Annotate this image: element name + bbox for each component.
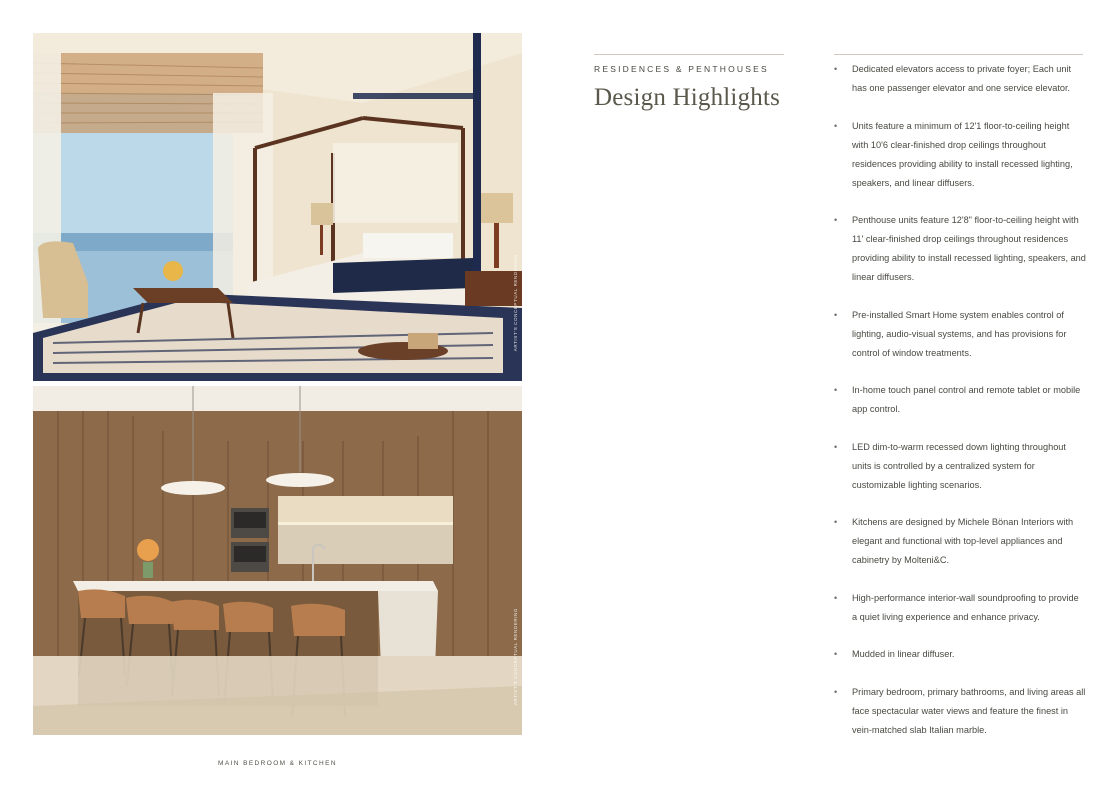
kitchen-rendering-credit: ARTIST'S CONCEPTUAL RENDERING — [513, 607, 518, 705]
highlight-text: Dedicated elevators access to private foyer; Each unit has one passenger elevator and one service elevator. — [852, 64, 1072, 93]
kitchen-illustration — [33, 386, 522, 735]
highlight-text: Units feature a minimum of 12'1 floor-to-ceiling height with 10'6 clear-finished drop ceilings throughout residences providing ability to install recessed lighting, speakers, and linear diffusers. — [852, 120, 1073, 188]
highlight-text: Pre-installed Smart Home system enables control of lighting, audio-visual systems, and has provisions for control of window treatments. — [852, 309, 1067, 358]
bullet-icon: • — [834, 215, 838, 225]
bedroom-illustration — [33, 33, 522, 381]
highlight-text: Primary bedroom, primary bathrooms, and living areas all face spectacular water views and feature the finest in vein-matched slab Italian marble. — [852, 686, 1086, 735]
highlight-text: High-performance interior-wall soundproofing to provide a quiet living experience and enhance privacy. — [852, 592, 1079, 622]
bullet-icon: • — [834, 64, 838, 74]
highlight-text: In-home touch panel control and remote tablet or mobile app control. — [852, 385, 1081, 414]
page-title: Design Highlights — [594, 84, 781, 111]
bedroom-photo — [33, 33, 522, 381]
list-item — [834, 438, 1086, 495]
bullet-icon: • — [834, 517, 838, 527]
list-item — [834, 60, 1086, 98]
bedroom-rendering-credit: ARTIST'S CONCEPTUAL RENDERING — [513, 253, 518, 351]
design-highlights-list — [834, 60, 1086, 740]
bullet-icon: • — [834, 686, 838, 697]
bullet-icon: • — [834, 649, 838, 659]
list-item — [834, 211, 1086, 287]
list-divider — [834, 54, 1083, 55]
list-item — [834, 683, 1086, 740]
highlight-text: Kitchens are designed by Michele Bönan Interiors with elegant and functional with top-level appliances and cabinetry by Molteni&C. — [852, 517, 1074, 565]
bullet-icon: • — [834, 309, 838, 320]
highlight-text: LED dim-to-warm recessed down lighting throughout units is controlled by a centralized system for customizable lighting scenarios. — [852, 441, 1066, 490]
highlight-text: Mudded in linear diffuser. — [852, 649, 955, 659]
list-item — [834, 589, 1086, 627]
title-divider — [594, 54, 784, 55]
bullet-icon: • — [834, 385, 838, 395]
bullet-icon: • — [834, 441, 838, 452]
bullet-icon: • — [834, 592, 838, 603]
list-item — [834, 306, 1086, 363]
section-eyebrow: RESIDENCES & PENTHOUSES — [594, 64, 769, 74]
list-item — [834, 381, 1086, 419]
highlight-text: Penthouse units feature 12'8" floor-to-ceiling height with 11' clear-finished drop ceilings throughout residences providing ability to install recessed lighting, speakers, and linear diffusers. — [852, 215, 1086, 282]
list-item — [834, 513, 1086, 570]
kitchen-photo — [33, 386, 522, 735]
image-caption: MAIN BEDROOM & KITCHEN — [218, 760, 337, 767]
bullet-icon: • — [834, 120, 838, 131]
list-item — [834, 117, 1086, 193]
list-item — [834, 645, 1086, 664]
